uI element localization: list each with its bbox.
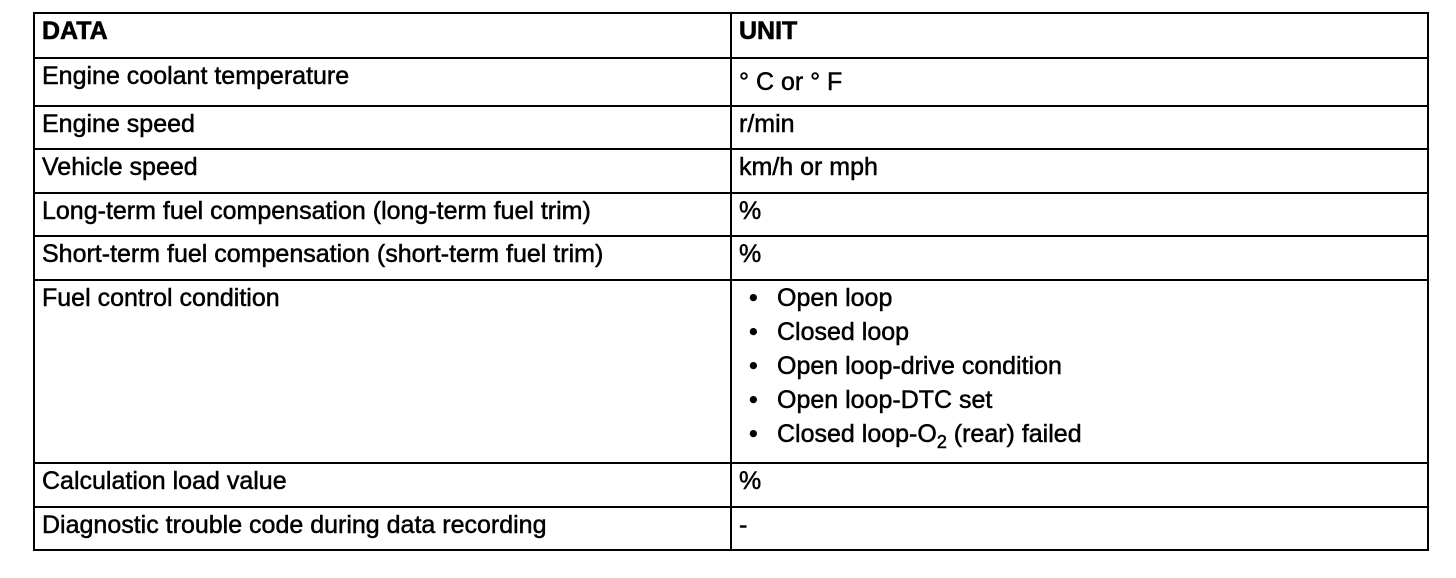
list-item: • Closed loop-$O_2$ (rear) failed — [739, 417, 1427, 451]
fuel-control-condition-list — [739, 281, 1427, 451]
header-data: DATA — [34, 13, 731, 58]
header-row — [34, 13, 1428, 58]
bullet-icon: • — [749, 284, 758, 312]
data-cell: Fuel control condition — [34, 280, 731, 463]
list-item: • Open loop-DTC set — [739, 383, 1427, 417]
unit-cell: - — [731, 507, 1428, 550]
unit-cell: % — [731, 463, 1428, 507]
header-unit: UNIT — [731, 13, 1428, 58]
unit-cell: ° C or ° F — [731, 58, 1428, 106]
data-unit-table — [33, 12, 1429, 551]
data-cell: Engine speed — [34, 106, 731, 149]
unit-cell: km/h or mph — [731, 149, 1428, 193]
list-item: • Closed loop — [739, 315, 1427, 349]
table-row — [34, 280, 1428, 463]
bullet-icon: • — [749, 352, 758, 380]
list-item: • Open loop-drive condition — [739, 349, 1427, 383]
data-cell: Long-term fuel compensation (long-term fuel trim) — [34, 193, 731, 236]
table-row — [34, 463, 1428, 507]
bullet-icon: • — [749, 386, 758, 414]
table-row — [34, 149, 1428, 193]
table-row — [34, 106, 1428, 149]
table-row — [34, 58, 1428, 106]
table-row — [34, 193, 1428, 236]
data-cell: Engine coolant temperature — [34, 58, 731, 106]
data-cell: Calculation load value — [34, 463, 731, 507]
unit-cell: % — [731, 236, 1428, 280]
list-item: • Open loop — [739, 281, 1427, 315]
bullet-icon: • — [749, 318, 758, 346]
data-cell: Diagnostic trouble code during data recording — [34, 507, 731, 550]
bullet-icon: • — [749, 420, 758, 448]
unit-cell: % — [731, 193, 1428, 236]
unit-cell: r/min — [731, 106, 1428, 149]
data-cell: Vehicle speed — [34, 149, 731, 193]
table-row — [34, 507, 1428, 550]
data-cell: Short-term fuel compensation (short-term fuel trim) — [34, 236, 731, 280]
unit-cell — [731, 280, 1428, 463]
table-row — [34, 236, 1428, 280]
